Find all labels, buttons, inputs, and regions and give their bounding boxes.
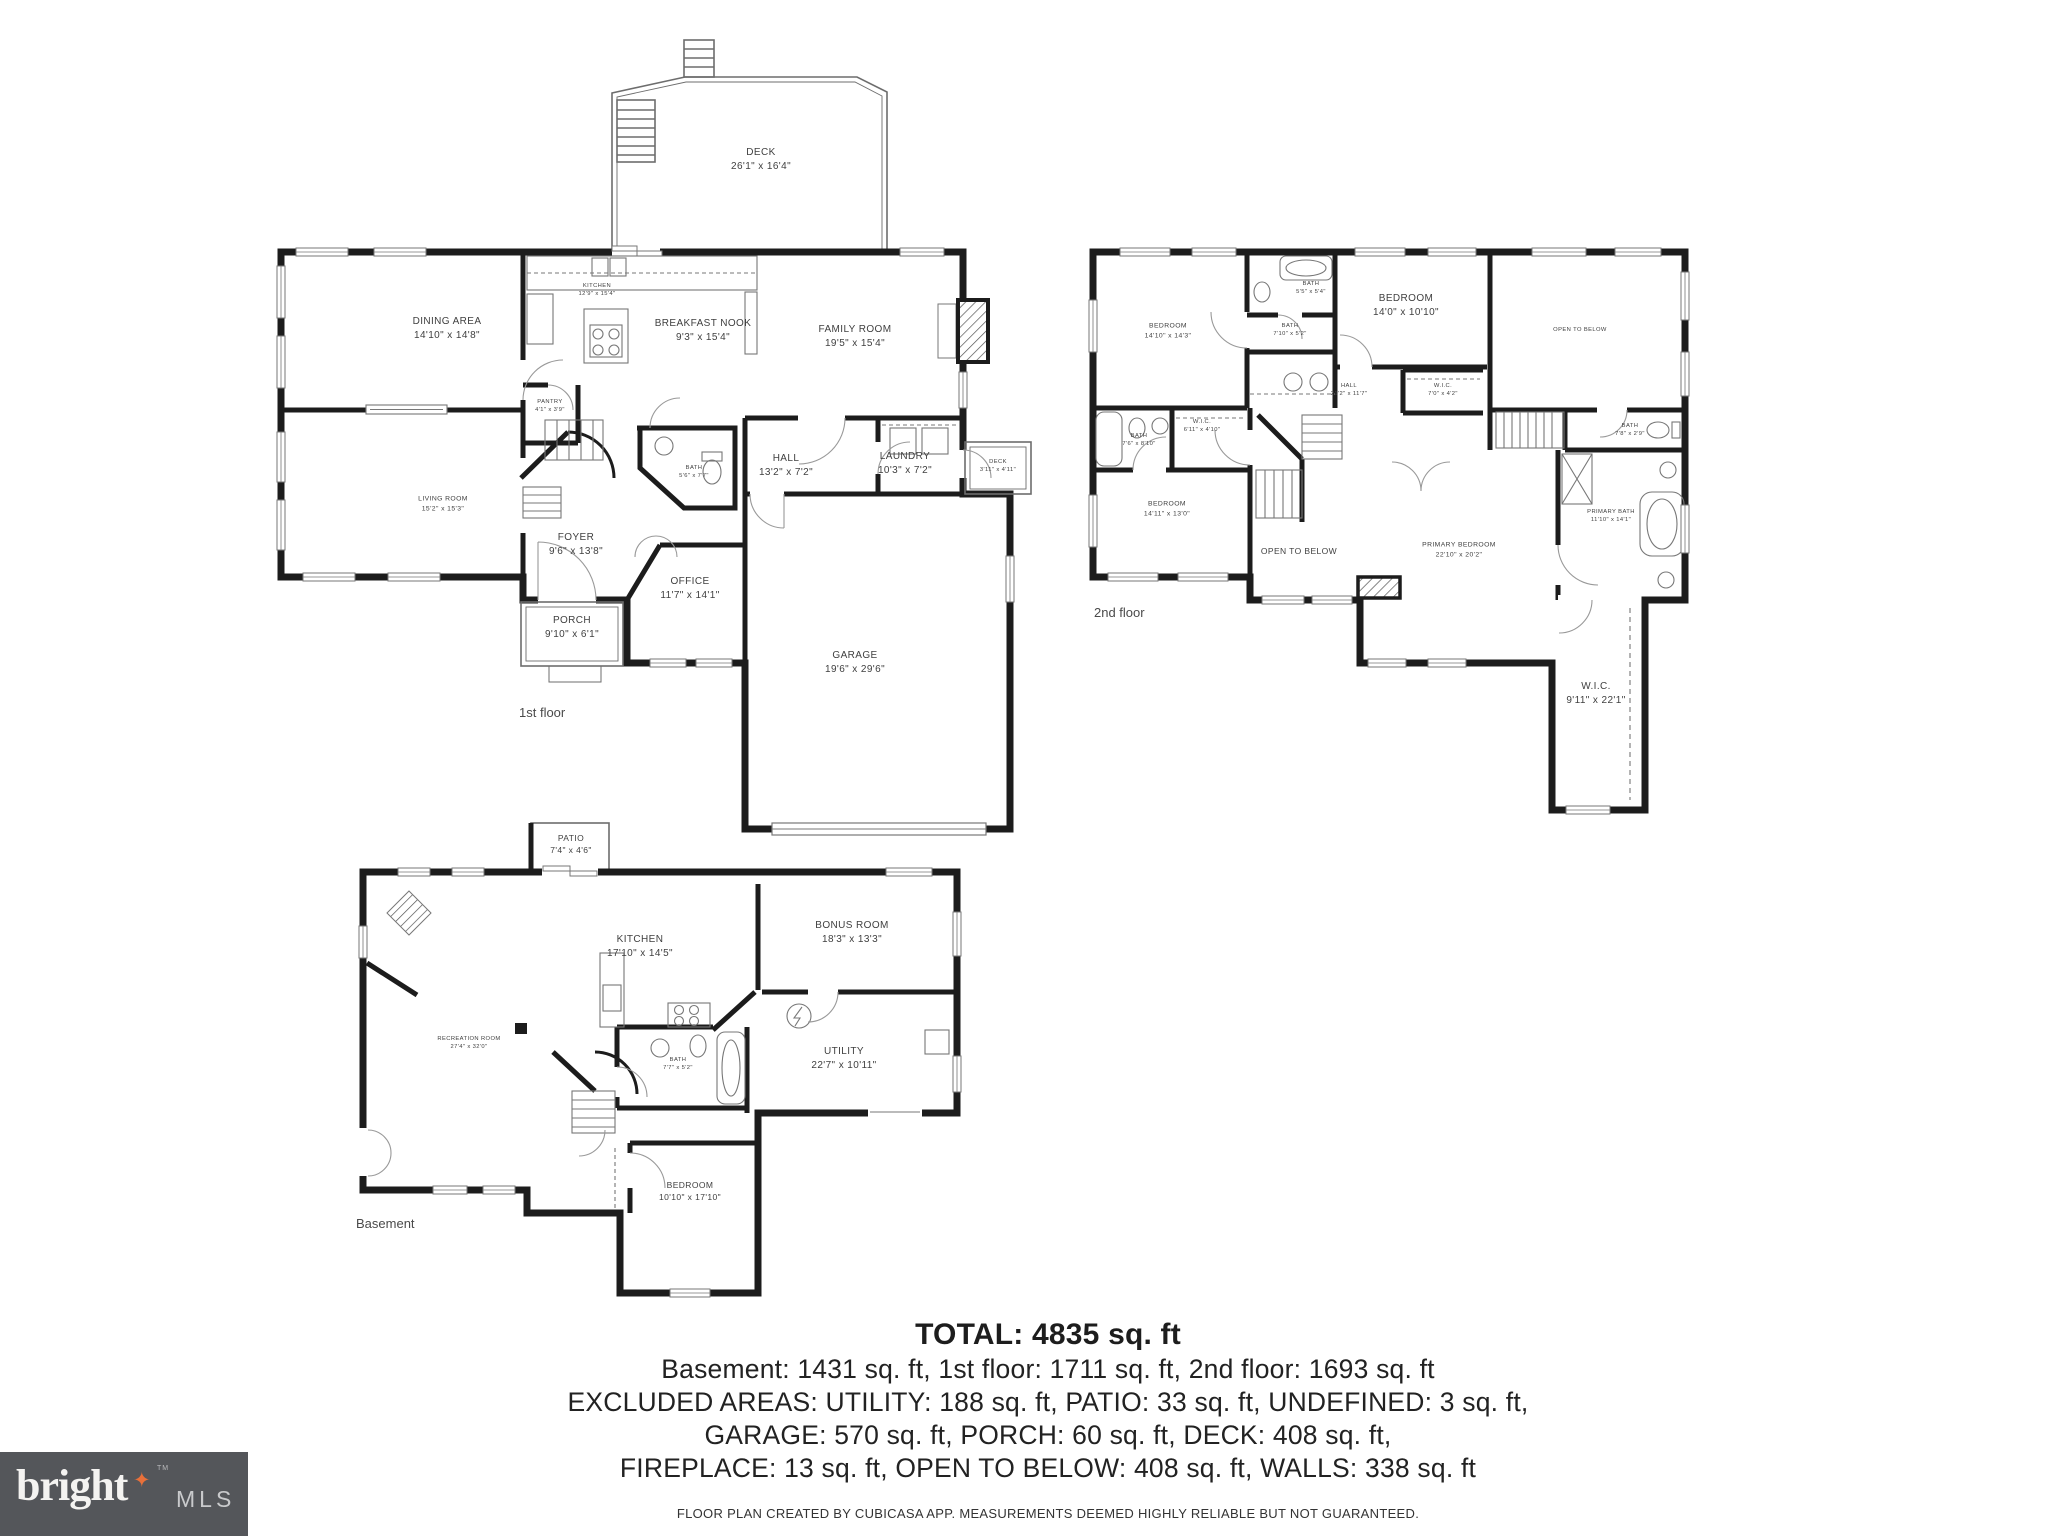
room-label-kitchen	[607, 933, 673, 961]
room-name: HALL	[1340, 382, 1358, 389]
room-dimensions: 9'3" x 15'4"	[675, 332, 731, 343]
room-name: BEDROOM	[1149, 322, 1187, 330]
room-dimensions: 14'10" x 14'8"	[413, 330, 481, 341]
room-name: GARAGE	[832, 650, 878, 661]
room-label-recreation-room	[437, 1035, 500, 1051]
room-label-w-i-c-	[1184, 418, 1221, 434]
room-label-bath	[679, 464, 709, 480]
room-label-bedroom	[1145, 321, 1192, 340]
room-dimensions: 19'5" x 15'4"	[824, 338, 886, 349]
room-name: PATIO	[557, 833, 585, 844]
room-label-dining-area	[413, 315, 482, 343]
room-label-foyer	[549, 531, 603, 559]
room-label-bath	[1615, 422, 1645, 438]
room-dimensions: 27'4" x 32'0"	[450, 1044, 488, 1050]
room-dimensions: 22'7" x 10'11"	[811, 1060, 877, 1071]
star-icon: ✦	[133, 1469, 151, 1492]
room-name: KITCHEN	[582, 282, 612, 289]
room-name: OFFICE	[670, 576, 710, 587]
room-name: BATH	[685, 464, 703, 471]
room-label-utility	[811, 1045, 876, 1073]
room-name: PRIMARY BATH	[1587, 508, 1635, 515]
floor-areas-line: Basement: 1431 sq. ft, 1st floor: 1711 sq. ft, 2nd floor: 1693 sq. ft	[661, 1354, 1435, 1384]
disclaimer-text: FLOOR PLAN CREATED BY CUBICASA APP. MEASUREMENTS DEEMED HIGHLY RELIABLE BUT NOT GUARANTEED.	[676, 1506, 1420, 1521]
room-name: BATH	[669, 1056, 687, 1063]
room-dimensions: 7'4" x 4'6"	[550, 845, 592, 855]
room-dimensions: 12'9" x 15'4"	[578, 291, 616, 297]
room-name: FAMILY ROOM	[818, 324, 892, 335]
room-name: FOYER	[557, 532, 595, 543]
floor-title-basement: Basement	[356, 1216, 415, 1231]
total-area: TOTAL: 4835 sq. ft	[915, 1318, 1181, 1351]
room-dimensions: 5'6" x 7'7"	[679, 473, 709, 479]
room-name: PORCH	[552, 615, 592, 626]
room-dimensions: 26'1" x 16'4"	[730, 161, 792, 172]
bright-wordmark: bright	[16, 1461, 128, 1510]
room-name: OPEN TO BELOW	[1553, 326, 1607, 333]
room-dimensions: 9'11" x 22'1"	[1566, 695, 1626, 706]
room-dimensions: 9'6" x 13'8"	[548, 546, 604, 557]
room-dimensions: 7'7" x 5'2"	[663, 1065, 693, 1071]
room-label-breakfast-nook	[655, 317, 752, 345]
area-summary	[448, 1318, 1648, 1521]
room-name: BEDROOM	[666, 1180, 714, 1191]
room-label-bath	[1273, 322, 1306, 338]
room-label-primary-bedroom	[1422, 540, 1496, 559]
room-name: KITCHEN	[616, 934, 664, 945]
room-name: PRIMARY BEDROOM	[1422, 541, 1496, 549]
room-label-w-i-c-	[1428, 382, 1458, 398]
room-name: BATH	[1621, 422, 1639, 429]
room-dimensions: 5'5" x 5'4"	[1296, 289, 1326, 295]
room-label-open-to-below	[1553, 326, 1607, 334]
room-name: BEDROOM	[1148, 500, 1186, 508]
room-label-pantry	[535, 398, 565, 414]
room-name: HALL	[772, 453, 800, 464]
room-name: DECK	[746, 147, 776, 158]
room-name: DECK	[989, 458, 1007, 465]
room-label-bedroom	[1373, 292, 1439, 320]
room-dimensions: 9'10" x 6'1"	[544, 629, 600, 640]
room-dimensions: 10'3" x 7'2"	[877, 465, 933, 476]
room-dimensions: 19'6" x 29'6"	[824, 664, 886, 675]
room-label-hall	[759, 452, 813, 480]
excluded-areas-line-3: FIREPLACE: 13 sq. ft, OPEN TO BELOW: 408 sq. ft, WALLS: 338 sq. ft	[619, 1453, 1477, 1483]
room-label-deck	[980, 458, 1016, 474]
room-name: DINING AREA	[412, 316, 482, 327]
room-dimensions: 7'10" x 5'2"	[1273, 331, 1307, 337]
room-label-open-to-below	[1261, 546, 1337, 558]
room-label-bath	[663, 1056, 693, 1072]
first-floor-plan	[277, 40, 1031, 835]
floor-title-2nd: 2nd floor	[1094, 605, 1145, 620]
room-dimensions: 17'10" x 14'5"	[606, 948, 674, 959]
room-name: W.I.C.	[1433, 382, 1453, 389]
room-dimensions: 4'1" x 3'9"	[535, 407, 565, 413]
room-label-primary-bath	[1587, 508, 1635, 524]
room-name: W.I.C.	[1192, 418, 1212, 425]
room-label-kitchen	[579, 282, 616, 298]
room-label-bath	[1296, 280, 1326, 296]
room-dimensions: 7'6" x 8'10"	[1122, 441, 1156, 447]
room-dimensions: 21'2" x 11'7"	[1330, 391, 1368, 397]
room-label-w-i-c-	[1566, 680, 1625, 708]
room-label-bedroom	[1144, 499, 1190, 518]
room-name: UTILITY	[823, 1046, 865, 1057]
mls-wordmark: MLS	[176, 1486, 236, 1512]
room-name: BEDROOM	[1378, 293, 1434, 304]
room-dimensions: 7'0" x 4'2"	[1428, 391, 1458, 397]
room-name: LIVING ROOM	[418, 495, 468, 503]
room-label-porch	[545, 614, 599, 642]
excluded-areas-line-1: EXCLUDED AREAS: UTILITY: 188 sq. ft, PATIO: 33 sq. ft, UNDEFINED: 3 sq. ft,	[567, 1387, 1529, 1417]
room-name: BATH	[1302, 280, 1320, 287]
room-label-family-room	[819, 323, 892, 351]
room-label-laundry	[878, 450, 932, 478]
room-dimensions: 14'10" x 14'3"	[1144, 332, 1192, 339]
room-label-office	[660, 575, 719, 603]
room-label-deck	[731, 146, 791, 174]
room-dimensions: 13'2" x 7'2"	[758, 467, 814, 478]
room-name: LAUNDRY	[879, 451, 931, 462]
room-label-bedroom	[659, 1180, 721, 1204]
room-dimensions: 14'11" x 13'0"	[1143, 510, 1191, 517]
room-label-living-room	[418, 494, 468, 513]
room-dimensions: 11'7" x 14'1"	[660, 590, 720, 601]
room-dimensions: 7'8" x 2'9"	[1615, 431, 1645, 437]
room-name: BATH	[1281, 322, 1299, 329]
room-label-garage	[825, 649, 885, 677]
room-dimensions: 10'10" x 17'10"	[658, 1192, 722, 1202]
trademark-symbol: TM	[157, 1465, 170, 1472]
room-dimensions: 15'2" x 15'3"	[421, 505, 465, 512]
room-label-bath	[1122, 432, 1155, 448]
floor-title-1st: 1st floor	[519, 705, 566, 720]
room-name: RECREATION ROOM	[437, 1035, 501, 1042]
room-name: BONUS ROOM	[815, 920, 889, 931]
room-name: W.I.C.	[1581, 681, 1611, 692]
room-dimensions: 3'11" x 4'11"	[979, 467, 1017, 473]
room-dimensions: 14'0" x 10'10"	[1372, 307, 1440, 318]
room-label-hall	[1331, 382, 1368, 398]
room-dimensions: 18'3" x 13'3"	[821, 934, 883, 945]
excluded-areas-line-2: GARAGE: 570 sq. ft, PORCH: 60 sq. ft, DECK: 408 sq. ft,	[704, 1420, 1392, 1450]
room-name: BREAKFAST NOOK	[654, 318, 752, 329]
room-label-patio	[550, 833, 592, 857]
room-dimensions: 22'10" x 20'2"	[1435, 551, 1483, 558]
room-name: OPEN TO BELOW	[1260, 546, 1338, 557]
bright-mls-logo	[0, 1452, 248, 1536]
room-dimensions: 6'11" x 4'10"	[1183, 427, 1221, 433]
room-label-bonus-room	[815, 919, 888, 947]
room-name: BATH	[1130, 432, 1148, 439]
room-dimensions: 11'10" x 14'1"	[1590, 517, 1632, 523]
room-name: PANTRY	[537, 398, 563, 405]
